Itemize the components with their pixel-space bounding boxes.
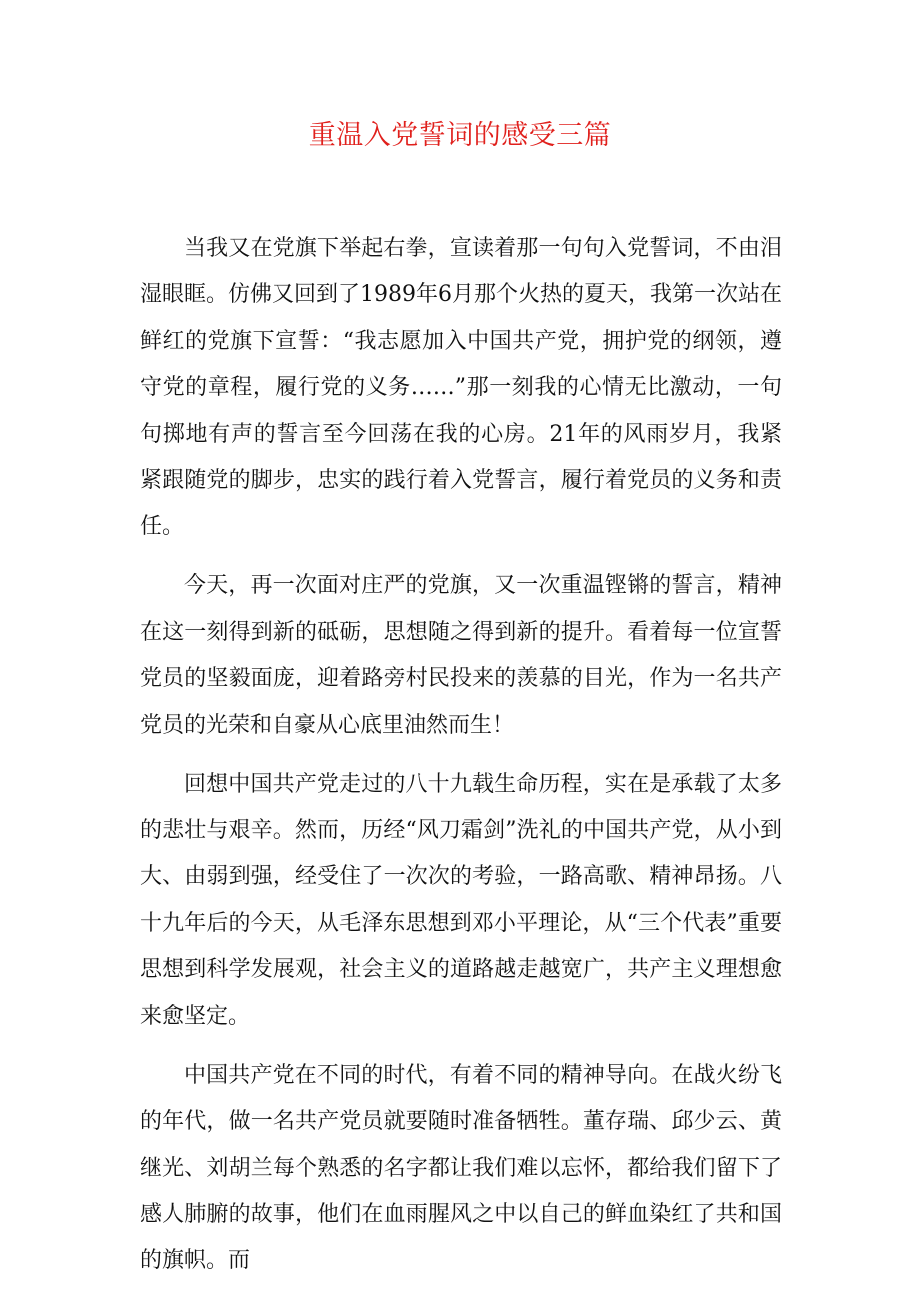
document-title: 重温入党誓词的感受三篇: [308, 120, 612, 151]
paragraph-2: 今天，再一次面对庄严的党旗，又一次重温铿锵的誓言，精神在这一刻得到新的砥砺，思想随之得到新的提升。看着每一位宣誓党员的坚毅面庞，迎着路旁村民投来的羡慕的目光，作为一名共产党员的光荣和自豪从心底里油然而生！: [140, 573, 782, 738]
paragraph-1: 当我又在党旗下举起右拳，宣读着那一句句入党誓词，不由泪湿眼眶。仿佛又回到了1989年6月那个火热的夏天，我第一次站在鲜红的党旗下宣誓：“我志愿加入中国共产党，拥护党的纲领，遵守党的章程，履行党的义务……”那一刻我的心情无比激动，一句句掷地有声的誓言至今回荡在我的心房。21年的风雨岁月，我紧紧跟随党的脚步，忠实的践行着入党誓言，履行着党员的义务和责任。: [140, 236, 782, 540]
paragraph-3: 回想中国共产党走过的八十九载生命历程，实在是承载了太多的悲壮与艰辛。然而，历经“风刀霜剑”洗礼的中国共产党，从小到大、由弱到强，经受住了一次次的考验，一路高歌、精神昂扬。八十九年后的今天，从毛泽东思想到邓小平理论，从“三个代表”重要思想到科学发展观，社会主义的道路越走越宽广，共产主义理想愈来愈坚定。: [140, 771, 782, 1029]
paragraph-4: 中国共产党在不同的时代，有着不同的精神导向。在战火纷飞的年代，做一名共产党员就要随时准备牺牲。董存瑞、邱少云、黄继光、刘胡兰每个熟悉的名字都让我们难以忘怀，都给我们留下了感人肺腑的故事，他们在血雨腥风之中以自己的鲜血染红了共和国的旗帜。而: [140, 1062, 782, 1274]
document-body: [140, 226, 782, 1297]
